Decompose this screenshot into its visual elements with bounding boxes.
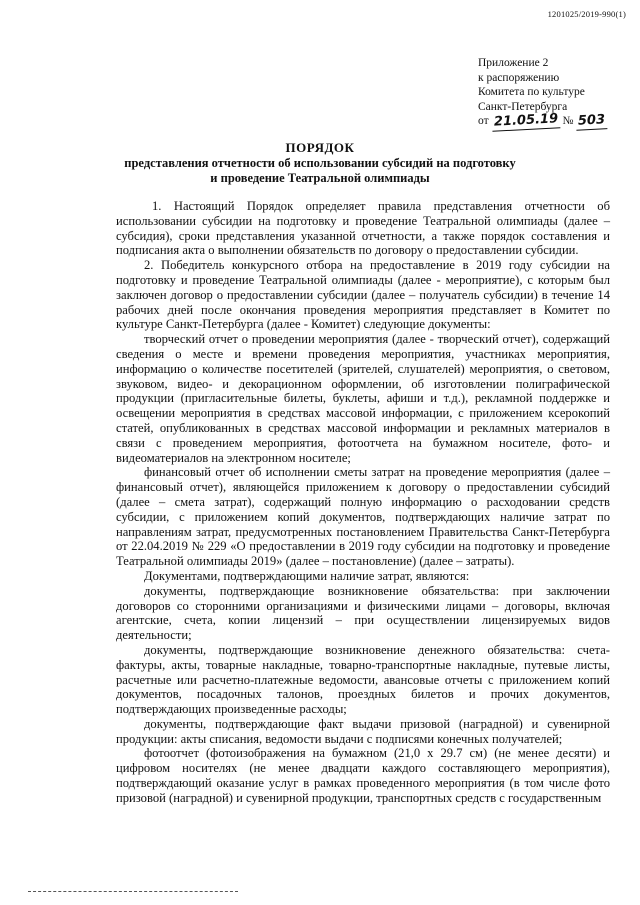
appendix-line-2: к распоряжению — [478, 71, 560, 84]
appendix-line-1: Приложение 2 — [478, 57, 549, 69]
document-number: 1201025/2019-990(1) — [547, 9, 626, 19]
paragraph-1: 1. Настоящий Порядок определяет правила представления отчетности об использовании субсидии на подготовку и проведение Театральной олимпиады (далее – субсидия), сроки представления указанной отчетности, а также порядок составления и подписания акта о выполнении обязательств по договору о предоставлении субсидии. — [116, 199, 610, 258]
handwritten-date: 21.05.19 — [491, 112, 560, 131]
appendix-date-line — [478, 111, 628, 130]
paragraph-photo-report: фотоотчет (фотоизображения на бумажном (21,0 х 29.7 см) (не менее десяти) и цифровом носителях (не менее двадцати каждого составляющего мероприятия), подтверждающий оказание услуг в рамках проведенного мероприятия (в том числе фото призовой (наградной) и сувенирной продукции, транспортных средств с государственным — [116, 746, 610, 805]
appendix-line-3: Комитета по культуре — [478, 86, 585, 98]
paragraph-financial-report: финансовый отчет об исполнении сметы затрат на проведение мероприятия (далее – финансовый отчет), являющейся приложением к договору о предоставлении субсидий (далее – смета затрат), содержащий полную информацию о расходовании средств субсидии, с приложением копий документов, подтверждающих наличие затрат по направлениям затрат, предусмотренных постановлением Правительства Санкт-Петербурга от 22.04.2019 № 229 «О предоставлении в 2019 году субсидии на подготовку и проведение Театральной олимпиады 2019» (далее – постановление) (далее – затраты). — [116, 465, 610, 569]
footer-divider — [28, 891, 238, 892]
date-prefix: от — [478, 115, 489, 127]
paragraph-documents-intro: Документами, подтверждающими наличие затрат, являются: — [144, 568, 470, 583]
paragraph-2: 2. Победитель конкурсного отбора на предоставление в 2019 году субсидии на подготовку и проведение Театральной олимпиады (далее - мероприятие), с которым был заключен договор о предоставлении субсидии (далее – получатель субсидии) в течение 14 рабочих дней после окончания проведения мероприятия представляет в Комитет по культуре Санкт-Петербурга (далее - Комитет) следующие документы: — [116, 258, 610, 332]
appendix-block — [478, 56, 628, 130]
appendix-line-4: Санкт-Петербурга — [478, 100, 568, 113]
document-body — [116, 199, 610, 806]
number-prefix: № — [562, 115, 574, 127]
paragraph-monetary-docs: документы, подтверждающие возникновение денежного обязательства: счета-фактуры, акты, товарные накладные, товарно-транспортные накладные, путевые листы, расчетные или расчетно-платежные ведомости, авансовые отчеты с приложением копий документов, посадочных талонов, проездных билетов и прочих документов, подтверждающих произведенные расходы; — [116, 642, 610, 717]
paragraph-creative-report: творческий отчет о проведении мероприятия (далее - творческий отчет), содержащий сведения о месте и времени проведения мероприятия, участниках мероприятия, информацию о количестве посетителей (зрителей, слушателей) мероприятия, о световом, звуковом, видео- и декорационном оформлении, об изготовлении полиграфической продукции (пригласительные билеты, буклеты, афиши и т.д.), рекламной поддержке и освещении мероприятия в средствах массовой информации, с приложением ксерокопий статей, опубликованных в средствах массовой информации и рекламных материалов в связи с проведением мероприятия, фотоотчета на бумажном носителе, фото- и видеоматериалов на электронном носителе; — [116, 332, 610, 465]
document-subtitle-line-2: и проведение Театральной олимпиады — [210, 171, 430, 185]
document-subtitle-line-1: представления отчетности об использовании субсидий на подготовку — [124, 156, 516, 170]
handwritten-number: 503 — [576, 113, 608, 130]
document-title: ПОРЯДОК — [285, 140, 355, 155]
paragraph-obligation-docs: документы, подтверждающие возникновение обязательства: при заключении договоров со сторонними организациями и физическими лицами – договоры, включая агентские, счета, копии лицензий – при осуществлении лицензируемых видов деятельности; — [116, 583, 610, 643]
paragraph-prize-docs: документы, подтверждающие факт выдачи призовой (наградной) и сувенирной продукции: акты списания, ведомости выдачи с подписями конечных получателей; — [116, 716, 610, 746]
